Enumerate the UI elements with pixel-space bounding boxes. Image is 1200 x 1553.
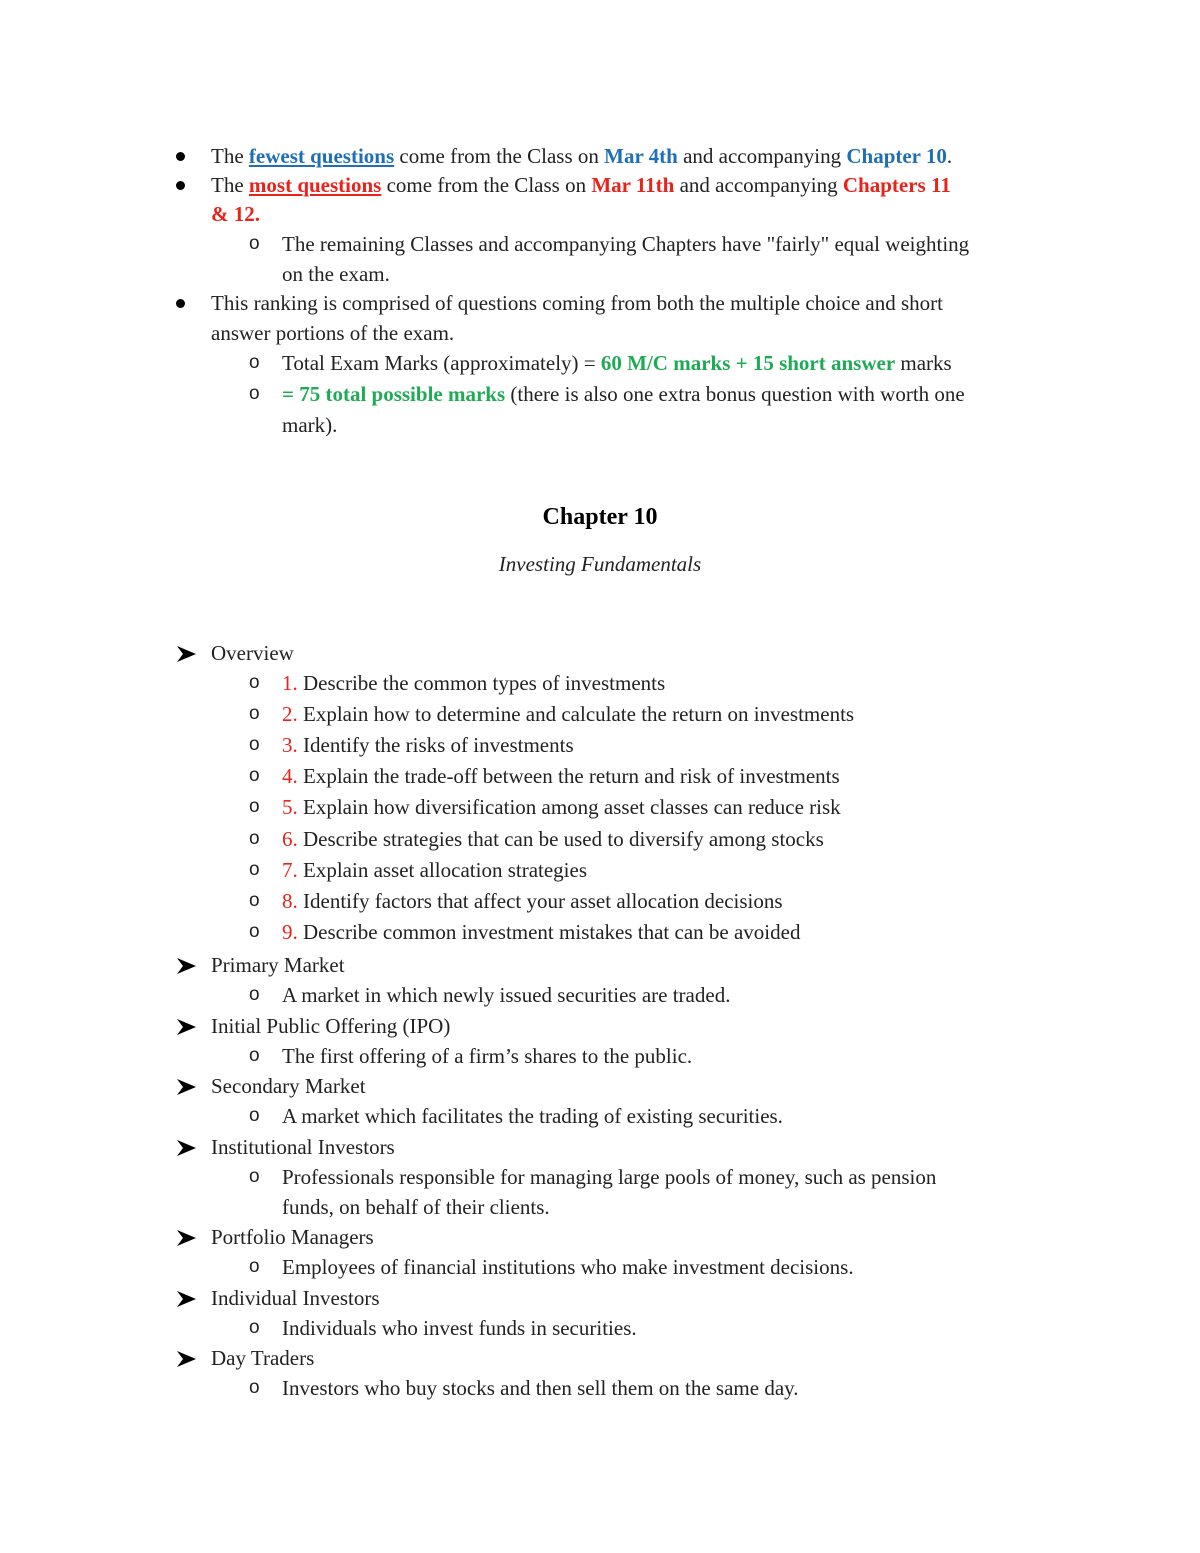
text: The: [211, 173, 249, 197]
chapter-ref-continued: & 12.: [211, 202, 260, 226]
term-heading: Initial Public Offering (IPO): [211, 1013, 451, 1038]
arrow-bullet-icon: [176, 1229, 198, 1247]
chapter-subtitle: Investing Fundamentals: [498, 552, 702, 576]
objective-number: 9.: [282, 919, 298, 944]
chapter-title: Chapter 10: [542, 504, 658, 530]
sub-bullet-icon: o: [249, 352, 260, 373]
objective-item: [282, 792, 841, 822]
sub-bullet-icon: o: [249, 920, 260, 942]
objective-item: [282, 824, 824, 854]
objective-text: Describe common investment mistakes that can be avoided: [297, 919, 801, 944]
sub-bullet-icon: o: [249, 1316, 260, 1338]
objective-text: Explain asset allocation strategies: [297, 857, 587, 882]
term-heading: Secondary Market: [211, 1074, 366, 1098]
text: and accompanying: [674, 173, 843, 197]
chapter-ref: Chapters 11: [842, 173, 951, 197]
bullet-dot: [176, 181, 185, 190]
term-definition-continued: funds, on behalf of their clients.: [282, 1194, 550, 1219]
arrow-bullet-icon: [176, 1078, 198, 1096]
bullet-dot: [176, 152, 185, 161]
objective-number: 4.: [282, 764, 298, 789]
text: come from the Class on: [381, 173, 592, 197]
term-definition: Employees of financial institutions who make investment decisions.: [282, 1255, 854, 1279]
sub-bullet-icon: o: [249, 858, 260, 880]
objective-number: 1.: [282, 671, 298, 695]
objective-text: Explain how diversification among asset classes can reduce risk: [297, 795, 841, 820]
sub-bullet-icon: o: [249, 1105, 260, 1126]
objective-item: [282, 699, 854, 729]
arrow-bullet-icon: [176, 1018, 198, 1036]
overview-heading: Overview: [211, 641, 294, 665]
bullet-dot: [176, 299, 185, 308]
term-definition: Investors who buy stocks and then sell them on the same day.: [282, 1376, 799, 1400]
sub-bullet-icon: o: [249, 984, 260, 1005]
sub-bullet-icon: o: [249, 233, 260, 254]
text: Total Exam Marks (approximately) =: [282, 351, 601, 375]
remaining-classes-line1: The remaining Classes and accompanying Chapters have "fairly" equal weighting: [282, 232, 970, 256]
sub-bullet-icon: o: [249, 1377, 260, 1398]
objective-number: 5.: [282, 795, 298, 820]
objective-number: 3.: [282, 733, 298, 758]
objective-text: Describe the common types of investments: [297, 671, 666, 695]
arrow-bullet-icon: [176, 1350, 198, 1368]
most-questions-text: most questions: [248, 173, 382, 197]
objective-text: Explain how to determine and calculate the return on investments: [297, 702, 855, 727]
text: The: [211, 144, 249, 168]
text: marks: [895, 351, 952, 375]
intro-bullet-most: [211, 170, 951, 200]
objective-item: [282, 917, 800, 947]
term-definition: Professionals responsible for managing large pools of money, such as pension: [282, 1164, 937, 1189]
text: and accompanying: [677, 144, 847, 168]
term-definition: A market in which newly issued securities are traded.: [282, 983, 731, 1007]
total-marks: = 75 total possible marks: [282, 382, 506, 406]
term-heading: Primary Market: [211, 953, 345, 977]
objective-text: Identify the risks of investments: [297, 733, 574, 758]
arrow-bullet-icon: [176, 957, 198, 975]
arrow-bullet-icon: [176, 1290, 198, 1308]
text: (there is also one extra bonus question with worth one: [505, 382, 965, 406]
term-definition: The first offering of a firm’s shares to the public.: [282, 1043, 693, 1068]
date-text: Mar 4th: [604, 144, 678, 168]
total-possible-marks-line2: mark).: [282, 413, 338, 437]
date-text: Mar 11th: [591, 173, 675, 197]
sub-bullet-icon: o: [249, 703, 260, 725]
objective-text: Identify factors that affect your asset allocation decisions: [297, 888, 783, 913]
marks-breakdown: 60 M/C marks + 15 short answer: [600, 351, 896, 375]
objective-item: [282, 761, 840, 791]
term-heading: Individual Investors: [211, 1285, 380, 1310]
sub-bullet-icon: o: [249, 827, 260, 849]
objective-item: [282, 730, 574, 760]
remaining-classes-line2: on the exam.: [282, 262, 390, 286]
term-heading: Portfolio Managers: [211, 1225, 374, 1249]
total-possible-marks: [282, 379, 965, 409]
ranking-line1: This ranking is comprised of questions coming from both the multiple choice and short: [211, 291, 943, 315]
sub-bullet-icon: o: [249, 1165, 260, 1187]
term-heading: Institutional Investors: [211, 1134, 395, 1159]
objective-number: 6.: [282, 826, 298, 851]
arrow-bullet-icon: [176, 1139, 198, 1157]
objective-number: 8.: [282, 888, 298, 913]
sub-bullet-icon: o: [249, 1044, 260, 1066]
term-definition: A market which facilitates the trading of existing securities.: [282, 1104, 783, 1128]
intro-bullet-fewest: [211, 141, 952, 171]
objective-text: Explain the trade-off between the return and risk of investments: [297, 764, 840, 789]
sub-bullet-icon: o: [249, 734, 260, 756]
sub-bullet-icon: o: [249, 383, 260, 404]
term-heading: Day Traders: [211, 1346, 315, 1370]
sub-bullet-icon: o: [249, 889, 260, 911]
ranking-line2: answer portions of the exam.: [211, 321, 455, 345]
term-definition: Individuals who invest funds in securities.: [282, 1315, 637, 1340]
sub-bullet-icon: o: [249, 765, 260, 787]
total-exam-marks: [282, 348, 952, 378]
objective-item: [282, 886, 783, 916]
text: come from the Class on: [394, 144, 605, 168]
chapter-ref: Chapter 10: [846, 144, 947, 168]
sub-bullet-icon: o: [249, 796, 260, 818]
objective-number: 2.: [282, 702, 298, 727]
objective-number: 7.: [282, 857, 298, 882]
sub-bullet-icon: o: [249, 672, 260, 693]
text: .: [946, 144, 953, 168]
objective-text: Describe strategies that can be used to diversify among stocks: [297, 826, 824, 851]
objective-item: [282, 668, 665, 698]
sub-bullet-icon: o: [249, 1256, 260, 1277]
arrow-bullet-icon: [176, 645, 198, 663]
objective-item: [282, 855, 587, 885]
fewest-questions-text: fewest questions: [248, 144, 395, 168]
